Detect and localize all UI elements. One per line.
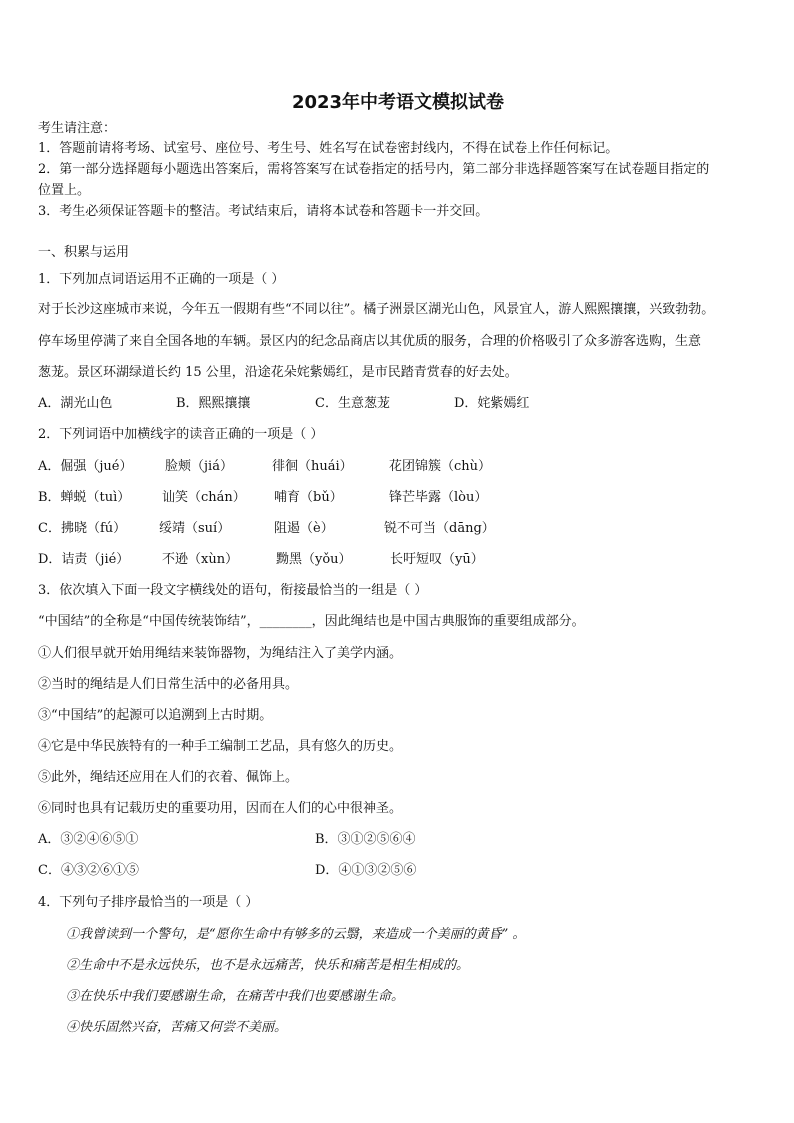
q1-passage-line-3: 葱茏。景区环湖绿道长约 15 公里，沿途花朵姹紫嫣红，是市民踏青赏春的好去处。 xyxy=(38,365,518,380)
q2-b-3: 哺育（bǔ） xyxy=(274,490,343,505)
q3-options-row-1 xyxy=(38,832,758,848)
q2-d-1: D．诘责（jié） xyxy=(38,552,130,567)
q4-sentence-3: ③在快乐中我们要感谢生命，在痛苦中我们也要感谢生命。 xyxy=(66,989,405,1004)
q2-a-2: 脸颊（jiá） xyxy=(165,459,233,474)
q3-stem: 3．依次填入下面一段文字横线处的语句，衔接最恰当的一组是（ ） xyxy=(38,583,428,598)
notice-item-1: 1．答题前请将考场、试室号、座位号、考生号、姓名写在试卷密封线内，不得在试卷上作任何标记。 xyxy=(38,141,619,156)
q2-stem: 2．下列词语中加横线字的读音正确的一项是（ ） xyxy=(38,427,324,442)
q1-passage-line-1: 对于长沙这座城市来说，今年五一假期有些“不同以往”。橘子洲景区湖光山色，风景宜人，游人熙熙攘攘，兴致勃勃。 xyxy=(38,302,715,317)
q2-d-3: 黝黑（yǒu） xyxy=(276,552,352,567)
q2-b-2: 讪笑（chán） xyxy=(162,490,246,505)
q2-b-4: 锋芒毕露（lòu） xyxy=(389,490,488,505)
q3-sentence-4: ④它是中华民族特有的一种手工编制工艺品，具有悠久的历史。 xyxy=(38,739,403,754)
q2-c-1: C．拂晓（fú） xyxy=(38,521,127,536)
q3-option-a: A．③②④⑥⑤① xyxy=(38,832,139,847)
q2-b-1: B．蝉蜕（tuì） xyxy=(38,490,131,505)
q4-sentence-2: ②生命中不是永远快乐，也不是永远痛苦，快乐和痛苦是相生相成的。 xyxy=(66,958,470,973)
q2-a-4: 花团锦簇（chù） xyxy=(389,459,492,474)
q2-d-2: 不逊（xùn） xyxy=(162,552,239,567)
q4-sentence-1: ①我曾读到一个警句，是“愿你生命中有够多的云翳，来造成一个美丽的黄昏” 。 xyxy=(66,927,526,942)
q3-option-c: C．④③②⑥①⑤ xyxy=(38,863,139,878)
q1-option-a: A．湖光山色 xyxy=(38,396,113,411)
q1-option-c: C．生意葱茏 xyxy=(315,396,390,411)
q1-passage-line-2: 停车场里停满了来自全国各地的车辆。景区内的纪念品商店以其优质的服务，合理的价格吸引了众多游客选购，生意 xyxy=(38,334,702,349)
q3-sentence-5: ⑤此外，绳结还应用在人们的衣着、佩饰上。 xyxy=(38,770,299,785)
q2-c-3: 阻遏（è） xyxy=(274,521,334,536)
section-heading: 一、积累与运用 xyxy=(38,245,130,260)
q2-row-d xyxy=(38,552,758,568)
q2-c-4: 锐不可当（dāng） xyxy=(384,521,495,536)
q2-row-a xyxy=(38,459,758,475)
q2-a-3: 徘徊（huái） xyxy=(272,459,353,474)
q2-c-2: 绥靖（suí） xyxy=(159,521,231,536)
q2-d-4: 长吁短叹（yū） xyxy=(390,552,484,567)
q1-option-b: B．熙熙攘攘 xyxy=(176,396,251,411)
q3-options-row-2 xyxy=(38,863,758,879)
q1-option-d: D．姹紫嫣红 xyxy=(454,396,530,411)
q2-row-b xyxy=(38,490,758,506)
page-title: 2023年中考语文模拟试卷 xyxy=(291,92,505,113)
notice-item-2: 2．第一部分选择题每小题选出答案后，需将答案写在试卷指定的括号内，第二部分非选择题答案写在试卷题目指定的 xyxy=(38,162,710,177)
q4-sentence-4: ④快乐固然兴奋，苦痛又何尝不美丽。 xyxy=(66,1020,288,1035)
q3-passage: “中国结”的全称是“中国传统装饰结”，________，因此绳结也是中国古典服饰的重要组成部分。 xyxy=(38,614,585,629)
q3-option-b: B．③①②⑤⑥④ xyxy=(315,832,416,847)
q1-options xyxy=(38,396,758,412)
q3-sentence-3: ③“中国结”的起源可以追溯到上古时期。 xyxy=(38,708,273,723)
q3-option-d: D．④①③②⑤⑥ xyxy=(315,863,417,878)
q2-row-c xyxy=(38,521,758,537)
q4-stem: 4．下列句子排序最恰当的一项是（ ） xyxy=(38,895,259,910)
q3-sentence-6: ⑥同时也具有记载历史的重要功用，因而在人们的心中很神圣。 xyxy=(38,801,403,816)
q2-a-1: A．倔强（jué） xyxy=(38,459,133,474)
q3-sentence-1: ①人们很早就开始用绳结来装饰器物，为绳结注入了美学内涵。 xyxy=(38,646,403,661)
q3-sentence-2: ②当时的绳结是人们日常生活中的必备用具。 xyxy=(38,677,299,692)
notice-item-2-cont: 位置上。 xyxy=(38,183,91,198)
notice-heading: 考生请注意： xyxy=(38,121,117,136)
notice-item-3: 3．考生必须保证答题卡的整洁。考试结束后，请将本试卷和答题卡一并交回。 xyxy=(38,204,489,219)
q1-stem: 1．下列加点词语运用不正确的一项是（ ） xyxy=(38,272,285,287)
